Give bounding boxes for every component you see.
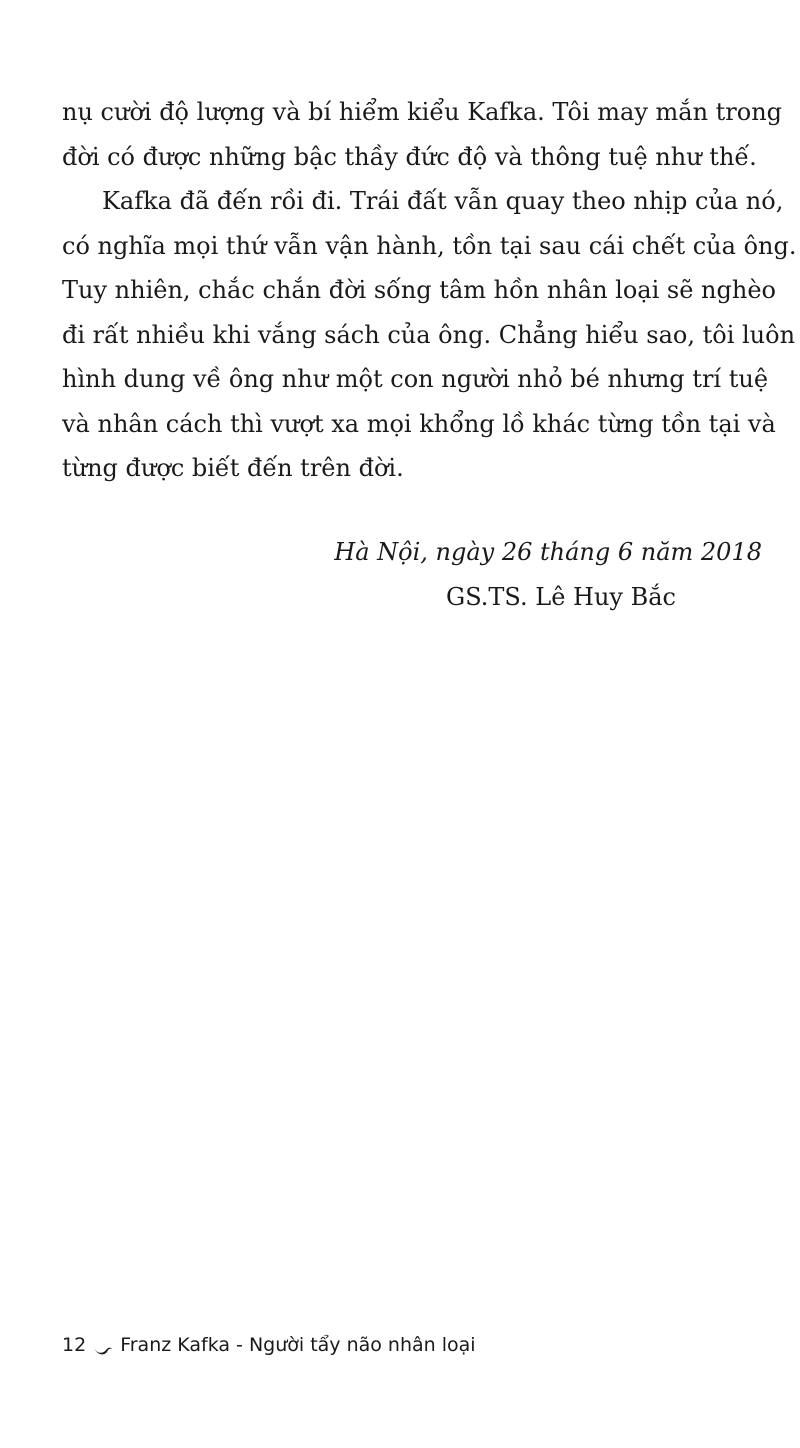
page-number: 12: [62, 1334, 87, 1356]
text-line: Tuy nhiên, chắc chắn đời sống tâm hồn nhân loại sẽ nghèo: [62, 276, 776, 304]
page-footer: [62, 1334, 476, 1356]
signature-author: GS.TS. Lê Huy Bắc: [446, 583, 676, 611]
text-line: đời có được những bậc thầy đức độ và thông tuệ như thế.: [62, 142, 757, 171]
text-line: đi rất nhiều khi vắng sách của ông. Chẳng hiểu sao, tôi luôn: [62, 320, 796, 349]
running-title: Franz Kafka - Người tẩy não nhân loại: [120, 1334, 476, 1356]
text-line: Kafka đã đến rồi đi. Trái đất vẫn quay theo nhịp của nó,: [102, 187, 784, 215]
text-line: hình dung về ông như một con người nhỏ bé nhưng trí tuệ: [62, 365, 769, 393]
ornament-icon: [92, 1339, 114, 1351]
text-line: có nghĩa mọi thứ vẫn vận hành, tồn tại sau cái chết của ông.: [62, 231, 797, 260]
paragraph-1: [62, 90, 783, 179]
body-text: [62, 90, 797, 611]
text-line: và nhân cách thì vượt xa mọi khổng lồ khác từng tồn tại và: [62, 409, 776, 438]
signature-place-date: Hà Nội, ngày 26 tháng 6 năm 2018: [334, 538, 762, 566]
text-line: nụ cười độ lượng và bí hiểm kiểu Kafka. Tôi may mắn trong: [62, 98, 783, 126]
paragraph-2: [62, 179, 797, 491]
text-line: từng được biết đến trên đời.: [62, 454, 404, 482]
